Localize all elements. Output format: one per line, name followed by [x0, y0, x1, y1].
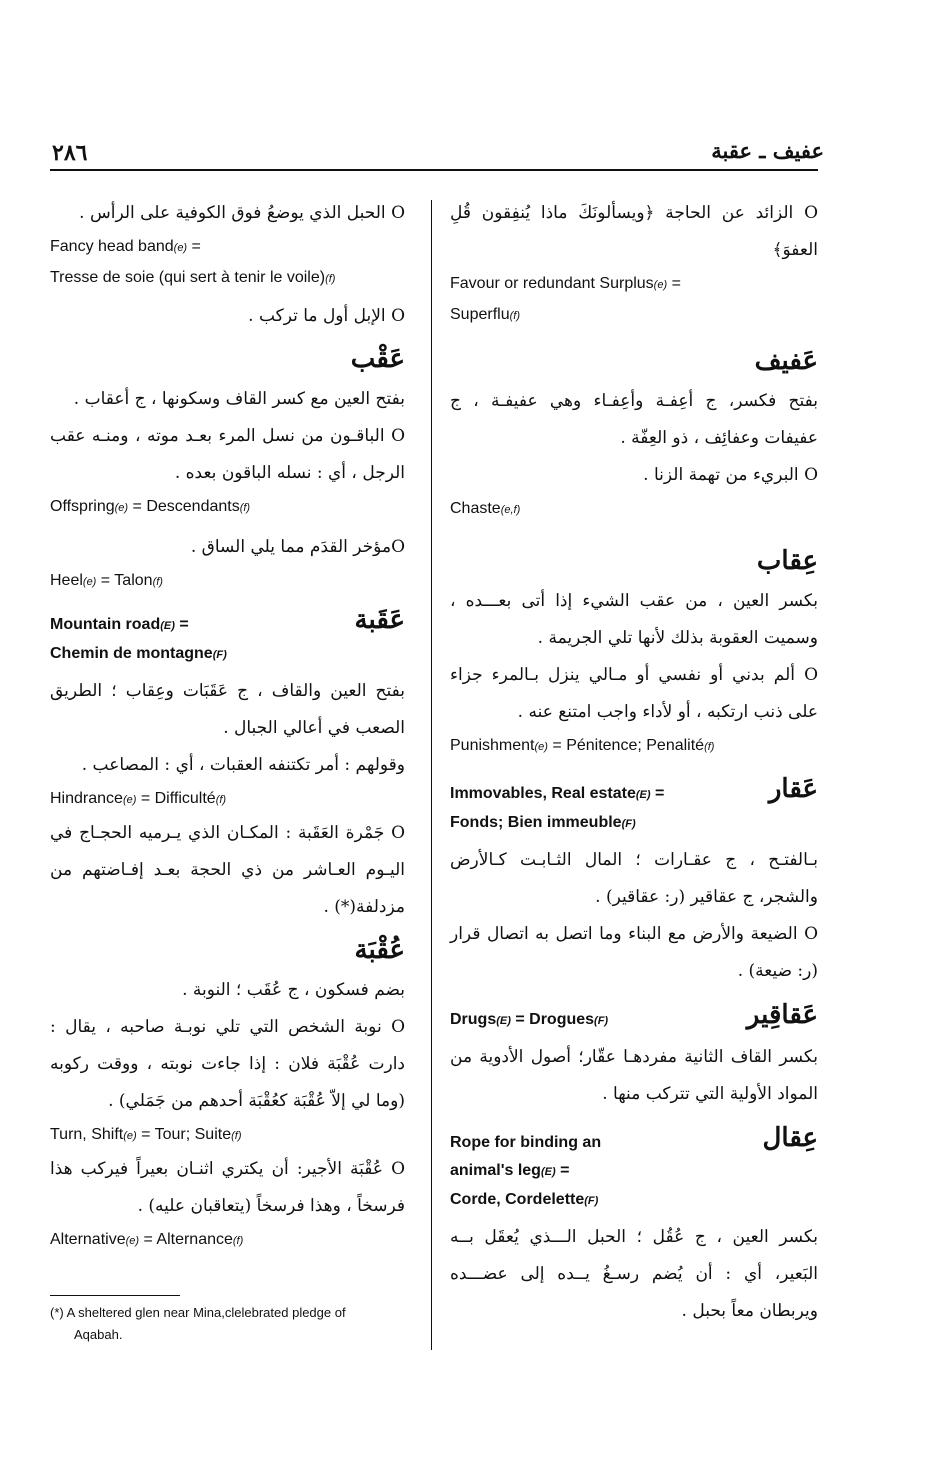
translation-en: Fancy head band(e) =	[50, 238, 201, 255]
definition-ar: بكسر القاف الثانية مفردهـا عقّار؛ أصول الأدوية من المواد الأولية التي تتركب منها .	[450, 1047, 818, 1104]
translation-fr: Tresse de soie (qui sert à tenir le voile)(f)	[50, 269, 336, 286]
definition-ar: بكسر العين ، ج عُقُل ؛ الحبل الـــذي يُعقَل بــه البَعير، أي : أن يُضم رسـغُ يــده إلى عضـــده ويربطان معاً بحبل .	[450, 1227, 818, 1321]
translation-en: Immovables, Real estate(E) =	[450, 785, 665, 802]
translation-fr: Fonds; Bien immeuble(F)	[450, 814, 636, 831]
translation-en: animal's leg(E) =	[450, 1162, 570, 1179]
headword-afif: عَفيف	[754, 346, 818, 376]
translation-en: Heel(e) = Talon(f)	[50, 572, 163, 589]
translation-en: Punishment(e) = Pénitence; Penalité(f)	[450, 737, 715, 754]
headword-aqaqir: عَقاقِير	[746, 1000, 818, 1030]
definition-ar: O الحبل الذي يوضعُ فوق الكوفية على الرأس .	[79, 203, 405, 223]
definition-ar: O الضيعة والأرض مع البناء وما اتصل به اتصال قرار (ر: ضيعة) .	[450, 924, 818, 981]
definition-ar: بفتح العين والقاف ، ج عَقَبَات وعِقاب ؛ الطريق الصعب في أعالي الجبال .	[50, 681, 405, 738]
footnote-rule	[50, 1295, 180, 1296]
translation-en: Drugs(E) = Drogues(F)	[450, 1011, 609, 1028]
definition-ar: بفتح العين مع كسر القاف وسكونها ، ج أعقاب .	[73, 389, 405, 409]
translation-en: Alternative(e) = Alternance(f)	[50, 1231, 244, 1248]
running-title: عفيف ـ عقبة	[711, 138, 824, 163]
entry-header-aqar	[450, 774, 818, 838]
definition-ar: بـالفتـح ، ج عقـارات ؛ المال الثـابـت كـالأرض والشجر، ج عقاقير (ر: عقاقير) .	[450, 850, 818, 907]
definition-ar: O الزائد عن الحاجة ﴿ويسألونَكَ ماذا يُنفِقون قُلِ العفوَ﴾	[450, 203, 818, 260]
headword-aqaba: عَقَبة	[354, 605, 405, 635]
footnote-line: (*) A sheltered glen near Mina,clelebrated pledge of	[50, 1305, 346, 1320]
translation-en: Turn, Shift(e) = Tour; Suite(f)	[50, 1126, 242, 1143]
definition-ar: O نوبة الشخص التي تلي نوبـة صاحبه ، يقال : دارت عُقْبَة فلان : إذا جاءت نوبته ، ووقت ركوبه (وما لي إلاّ عُقْبَة كعُقْبَة أحدهم من جَمَلي) .	[50, 1017, 405, 1111]
definition-ar: O البريء من تهمة الزنا .	[643, 465, 818, 485]
translation-en: Mountain road(E) =	[50, 616, 189, 633]
definition-ar: O الباقـون من نسل المرء بعـد موته ، ومنـه عقب الرجل ، أي : نسله الباقون بعده .	[50, 426, 405, 483]
left-column	[50, 195, 405, 1256]
footnote	[50, 1302, 410, 1346]
column-divider	[431, 200, 432, 1350]
header-rule	[50, 169, 818, 171]
translation-en: Rope for binding an	[450, 1134, 602, 1151]
headword-iqab: عِقاب	[756, 546, 818, 576]
footnote-line: Aqabah.	[74, 1327, 123, 1342]
translation-en: Chaste(e,f)	[450, 500, 521, 517]
headword-aqar: عَقار	[768, 774, 818, 804]
definition-ar: Oمؤخر القدَم مما يلي الساق .	[190, 537, 405, 557]
translation-en: Favour or redundant Surplus(e) =	[450, 275, 681, 292]
entry-header-aqaqir	[450, 1000, 818, 1035]
definition-ar: O الإبل أول ما تركب .	[248, 306, 405, 326]
definition-ar: O ألم بدني أو نفسي أو مـالي ينزل بـالمرء جزاء على ذنب ارتكبه ، أو لأداء واجب امتنع عنه .	[450, 665, 818, 722]
right-column	[450, 195, 818, 1330]
headword-aqb: عَقْب	[350, 344, 405, 374]
translation-en: Offspring(e) = Descendants(f)	[50, 498, 251, 515]
translation-fr: Chemin de montagne(F)	[50, 645, 227, 662]
entry-header-aqaba	[50, 605, 405, 669]
translation-fr: Corde, Cordelette(F)	[450, 1191, 599, 1208]
headword-uqba: عُقْبَة	[354, 935, 405, 965]
definition-ar: وقولهم : أمر تكتنفه العقبات ، أي : المصاعب .	[81, 755, 405, 775]
headword-iqal: عِقال	[762, 1123, 818, 1153]
definition-ar: O جَمْرة العَقَبة : المكـان الذي يـرميه الحجـاج في اليـوم العـاشر من ذي الحجة بعـد إفـاضتهم من مزدلفة(*) .	[50, 823, 405, 917]
entry-header-iqal	[450, 1123, 818, 1215]
translation-en: Hindrance(e) = Difficulté(f)	[50, 790, 227, 807]
definition-ar: بفتح فكسر، ج أعِفـة وأعِفـاء وهي عفيفـة ، ج عفيفات وعفائِف ، ذو العِفّة .	[450, 391, 818, 448]
definition-ar: O عُقْبَة الأجير: أن يكتري اثنـان بعيراً فيركب هذا فرسخاً ، وهذا فرسخاً (يتعاقبان عليه) .	[50, 1159, 405, 1216]
definition-ar: بضم فسكون ، ج عُقَب ؛ النوبة .	[182, 980, 405, 1000]
definition-ar: بكسر العين ، من عقب الشيء إذا أتى بعـــده ، وسميت العقوبة بذلك لأنها تلي الجريمة .	[450, 591, 818, 648]
page-number: ٢٨٦	[52, 140, 88, 166]
translation-fr: Superflu(f)	[450, 306, 520, 323]
